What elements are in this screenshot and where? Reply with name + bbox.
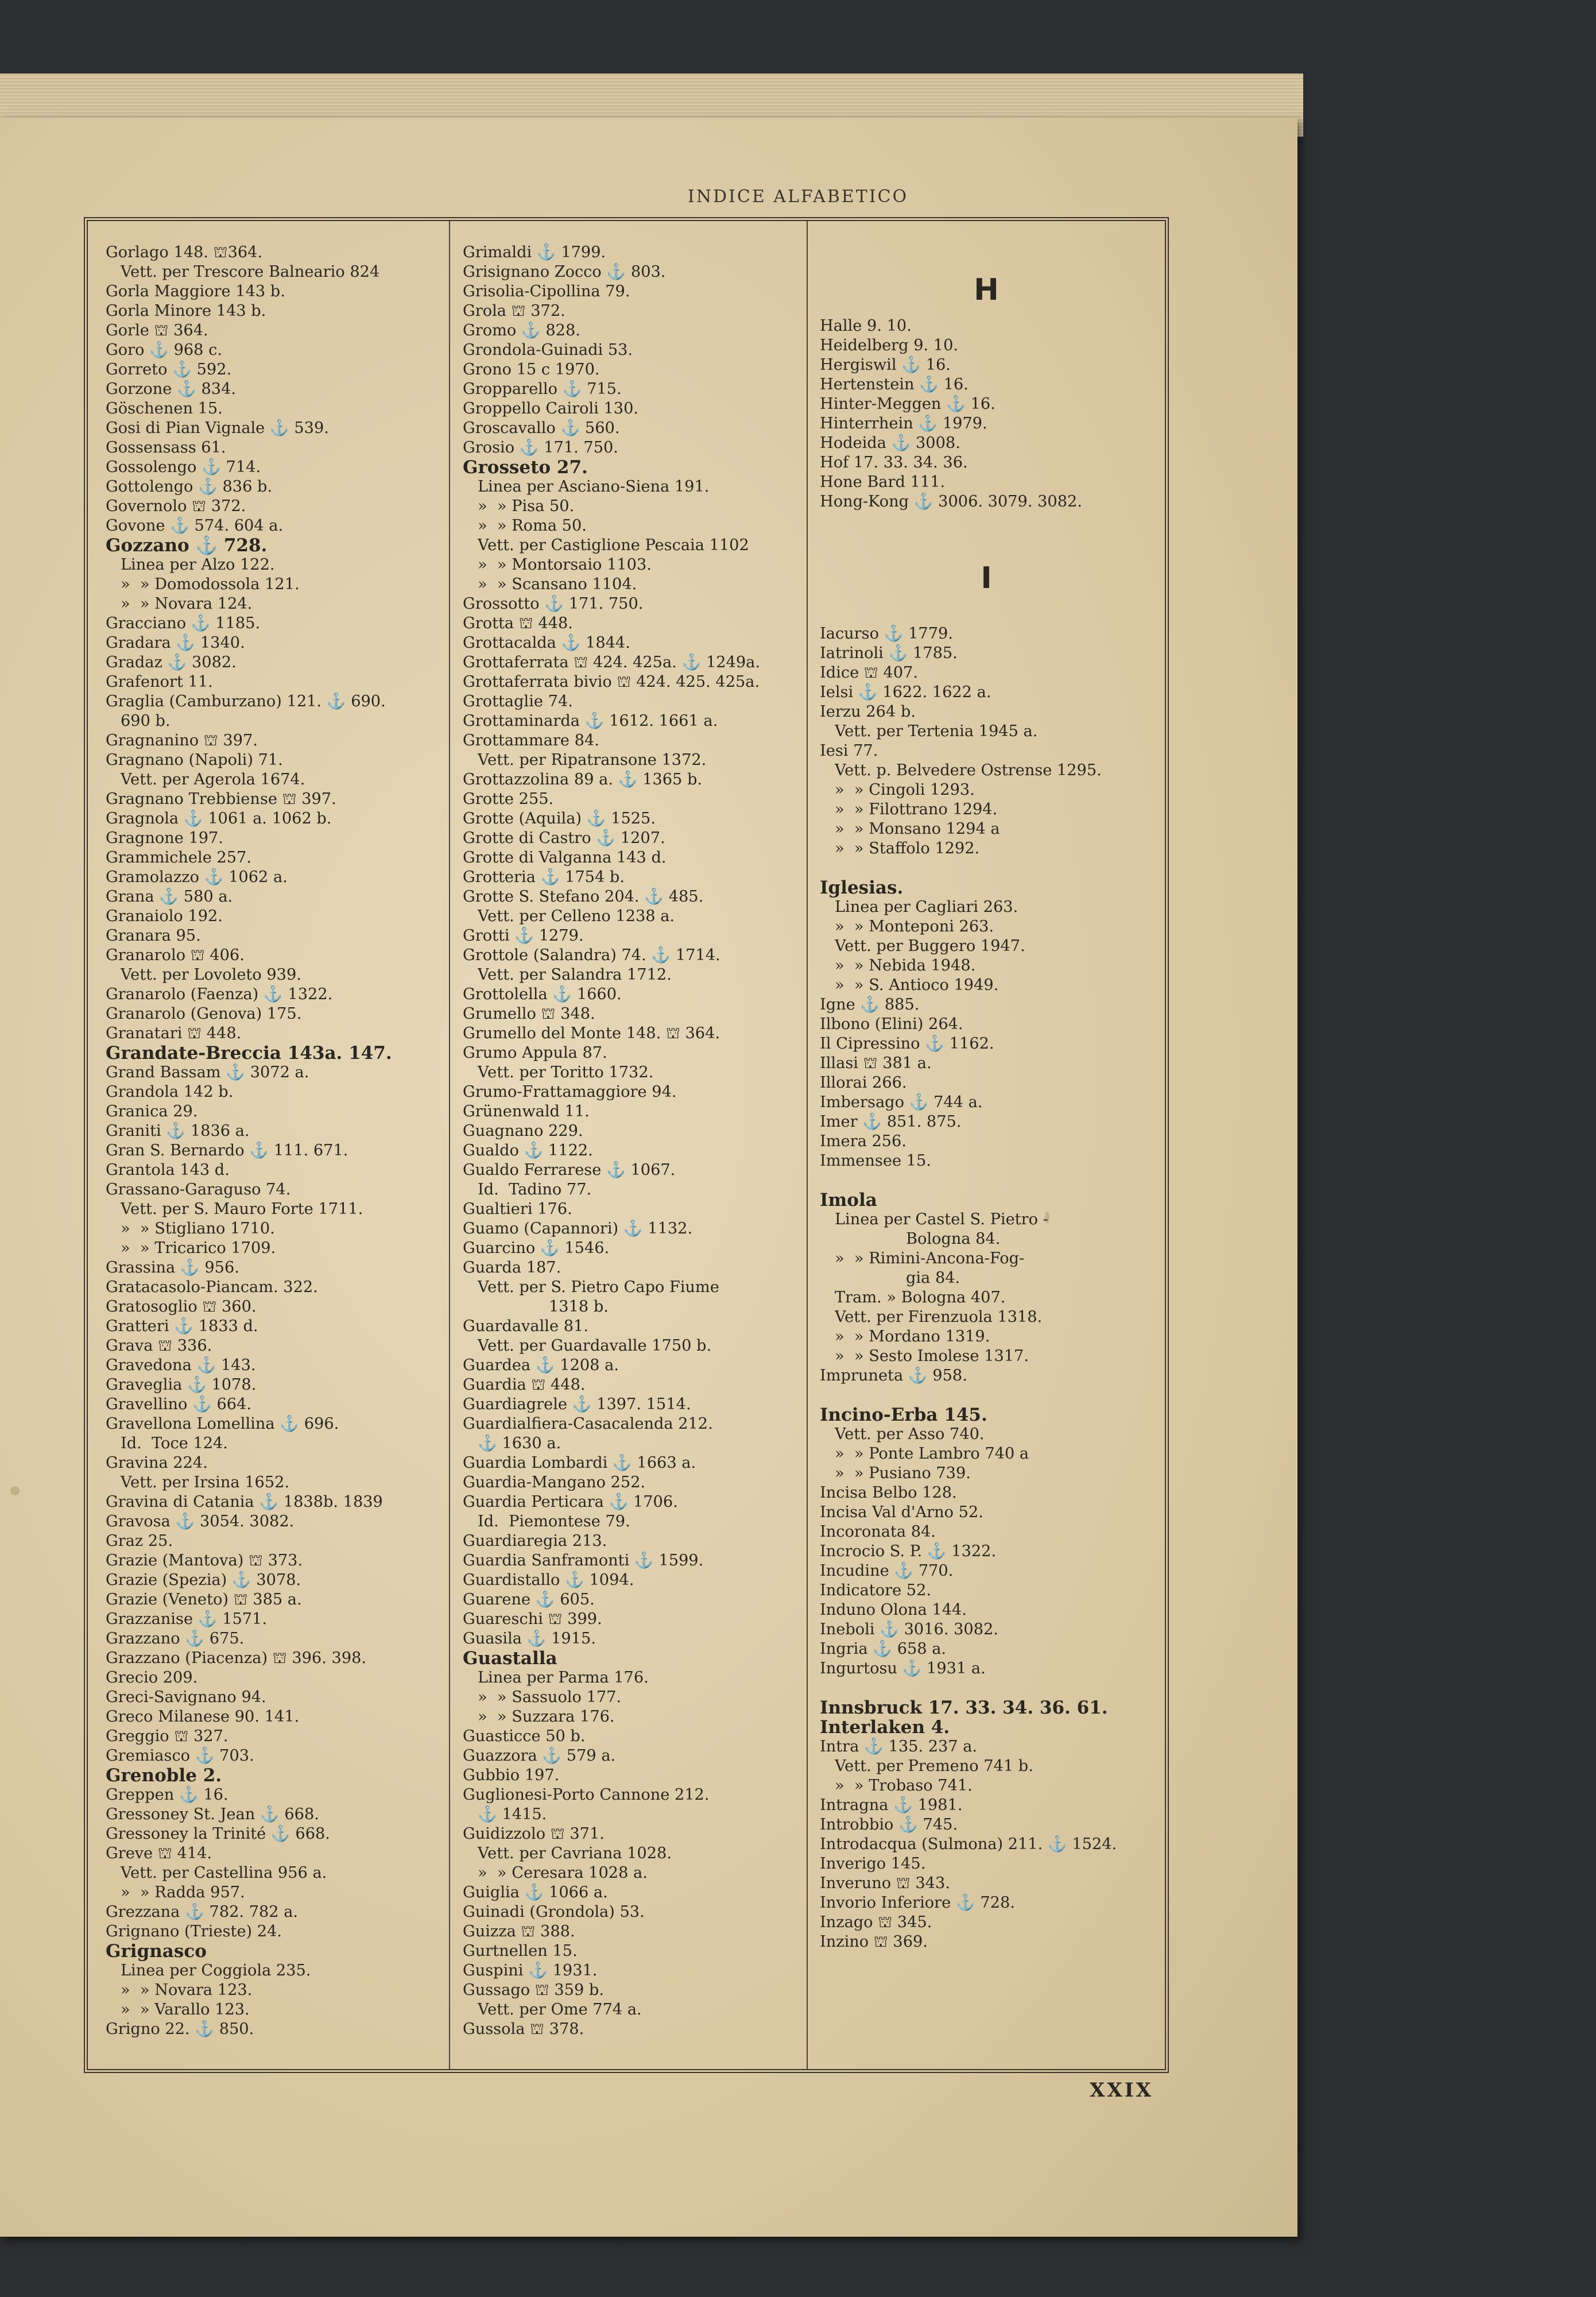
index-entry: Immensee 15. <box>820 1152 931 1170</box>
index-entry: Groscavallo ⚓ 560. <box>463 419 620 437</box>
index-entry: Grosio ⚓ 171. 750. <box>463 439 618 457</box>
index-heading: Grosseto 27. <box>463 457 588 478</box>
index-entry: Incrocio S. P. ⚓ 1322. <box>820 1542 997 1560</box>
index-entry: » » Ponte Lambro 740 a <box>835 1445 1029 1463</box>
index-heading: Guastalla <box>463 1648 557 1669</box>
index-entry: Gromo ⚓ 828. <box>463 322 580 339</box>
index-entry: Govone ⚓ 574. 604 a. <box>106 517 284 535</box>
column-divider <box>807 221 808 2069</box>
index-entry: Vett. per Asso 740. <box>835 1425 985 1443</box>
index-entry: Göschenen 15. <box>106 400 223 417</box>
index-entry: Vett. per Castellina 956 a. <box>121 1864 327 1882</box>
index-entry: Granara 95. <box>106 927 201 945</box>
index-entry: Ineboli ⚓ 3016. 3082. <box>820 1621 998 1638</box>
index-entry: » » Rimini-Ancona-Fog- <box>835 1250 1025 1267</box>
index-entry: Granarolo (Genova) 175. <box>106 1005 302 1023</box>
index-entry: Guarene ⚓ 605. <box>463 1591 595 1608</box>
index-entry: Guinadi (Grondola) 53. <box>463 1903 645 1921</box>
index-entry: Grazie (Spezia) ⚓ 3078. <box>106 1571 301 1589</box>
index-entry: Grammichele 257. <box>106 849 251 867</box>
index-entry: Iesi 77. <box>820 742 878 760</box>
index-entry: Hodeida ⚓ 3008. <box>820 434 960 452</box>
index-entry: » » Sassuolo 177. <box>478 1688 622 1706</box>
index-entry: Id. Piemontese 79. <box>478 1513 630 1530</box>
index-entry: Gorlago 148. ⛫364. <box>106 243 263 261</box>
index-entry: Heidelberg 9. 10. <box>820 337 959 354</box>
index-entry: Gorreto ⚓ 592. <box>106 361 232 378</box>
index-entry <box>820 531 1153 551</box>
index-entry: Guasticce 50 b. <box>463 1727 586 1745</box>
index-entry: Guardia Perticara ⚓ 1706. <box>463 1493 678 1511</box>
index-entry: Imera 256. <box>820 1132 907 1150</box>
index-entry: Gubbio 197. <box>463 1766 560 1784</box>
index-heading: Imola <box>820 1190 877 1211</box>
index-entry: Groppello Cairoli 130. <box>463 400 639 417</box>
paper-stain <box>1045 1212 1049 1223</box>
index-entry: Guizza ⛫ 388. <box>463 1923 575 1940</box>
index-entry: Guardistallo ⚓ 1094. <box>463 1571 634 1589</box>
index-column-3 <box>820 243 1153 2058</box>
index-entry: Gossolengo ⚓ 714. <box>106 458 261 476</box>
index-entry: Gragnola ⚓ 1061 a. 1062 b. <box>106 810 332 827</box>
section-letter: I <box>981 561 992 595</box>
index-entry: Gratosoglio ⛫ 360. <box>106 1298 257 1316</box>
index-entry: Gradaz ⚓ 3082. <box>106 653 237 671</box>
index-entry: Grazie (Mantova) ⛫ 373. <box>106 1552 303 1569</box>
index-entry: Grottaminarda ⚓ 1612. 1661 a. <box>463 712 718 730</box>
index-entry: Tram. » Bologna 407. <box>835 1289 1006 1306</box>
index-entry: Gratacasolo-Piancam. 322. <box>106 1278 318 1296</box>
index-entry: Greci-Savignano 94. <box>106 1688 266 1706</box>
index-entry: Grisolia-Cipollina 79. <box>463 283 630 300</box>
index-entry: Incisa Val d'Arno 52. <box>820 1503 983 1521</box>
index-entry: Induno Olona 144. <box>820 1601 967 1619</box>
index-entry: Grottazzolina 89 a. ⚓ 1365 b. <box>463 771 703 788</box>
index-entry: Guamo (Capannori) ⚓ 1132. <box>463 1220 693 1238</box>
index-entry: Grottacalda ⚓ 1844. <box>463 634 630 652</box>
index-entry: Governolo ⛫ 372. <box>106 497 246 515</box>
index-entry: Guareschi ⛫ 399. <box>463 1610 602 1628</box>
index-entry: Gragnanino ⛫ 397. <box>106 732 258 749</box>
index-entry: Grana ⚓ 580 a. <box>106 888 233 906</box>
index-entry: Gorzone ⚓ 834. <box>106 380 237 398</box>
index-entry: Gragnano Trebbiense ⛫ 397. <box>106 790 336 808</box>
index-entry: Iatrinoli ⚓ 1785. <box>820 644 958 662</box>
index-entry: Gratteri ⚓ 1833 d. <box>106 1317 258 1335</box>
index-entry <box>820 1679 1153 1698</box>
index-entry: Grottaglie 74. <box>463 693 573 710</box>
index-entry: Inzino ⛫ 369. <box>820 1933 928 1951</box>
index-entry: Grumello ⛫ 348. <box>463 1005 595 1023</box>
index-entry: gia 84. <box>906 1269 960 1287</box>
index-entry: Incudine ⚓ 770. <box>820 1562 954 1580</box>
index-entry: » » Montorsaio 1103. <box>478 556 652 574</box>
index-entry: ⚓ 1630 a. <box>478 1434 561 1452</box>
column-divider <box>449 221 450 2069</box>
index-entry: Grand Bassam ⚓ 3072 a. <box>106 1064 309 1081</box>
index-heading: Interlaken 4. <box>820 1717 950 1738</box>
index-entry: Guardia ⛫ 448. <box>463 1376 586 1394</box>
index-entry: Goro ⚓ 968 c. <box>106 341 222 359</box>
index-entry: Guardavalle 81. <box>463 1317 588 1335</box>
index-entry: Guardia-Mangano 252. <box>463 1474 646 1491</box>
index-entry: Linea per Castel S. Pietro - <box>835 1211 1048 1228</box>
index-entry: Grotte di Castro ⚓ 1207. <box>463 829 665 847</box>
index-entry: Gualdo ⚓ 1122. <box>463 1142 593 1159</box>
index-entry: Hong-Kong ⚓ 3006. 3079. 3082. <box>820 493 1082 511</box>
index-entry: Hertenstein ⚓ 16. <box>820 376 969 393</box>
index-entry: » » Suzzara 176. <box>478 1708 615 1726</box>
index-entry <box>820 243 1153 262</box>
index-entry: Bologna 84. <box>906 1230 1001 1248</box>
index-entry: Grandola 142 b. <box>106 1083 234 1101</box>
index-entry: Gossensass 61. <box>106 439 226 457</box>
index-entry: Granarolo (Faenza) ⚓ 1322. <box>106 985 333 1003</box>
index-entry: Grottole (Salandra) 74. ⚓ 1714. <box>463 946 720 964</box>
index-entry: Hergiswil ⚓ 16. <box>820 356 951 374</box>
index-entry: Granica 29. <box>106 1103 198 1120</box>
index-entry: Grotta ⛫ 448. <box>463 614 573 632</box>
index-entry: Grazzanise ⚓ 1571. <box>106 1610 267 1628</box>
paper-stain <box>10 1486 20 1495</box>
index-entry: Grondola-Guinadi 53. <box>463 341 633 359</box>
index-entry <box>820 605 1153 624</box>
index-entry: Gracciano ⚓ 1185. <box>106 614 261 632</box>
index-entry: » » Radda 957. <box>121 1884 245 1901</box>
index-entry: Gravina 224. <box>106 1454 208 1472</box>
index-entry: Gualdo Ferrarese ⚓ 1067. <box>463 1161 676 1179</box>
index-entry: Indicatore 52. <box>820 1581 932 1599</box>
index-entry: Gorle ⛫ 364. <box>106 322 208 339</box>
index-entry: Graz 25. <box>106 1532 173 1550</box>
index-entry: Grezzana ⚓ 782. 782 a. <box>106 1903 299 1921</box>
index-entry: » » Monteponi 263. <box>835 918 994 935</box>
index-entry: Grotte (Aquila) ⚓ 1525. <box>463 810 656 827</box>
index-entry: Gussola ⛫ 378. <box>463 2020 584 2038</box>
index-entry: Greggio ⛫ 327. <box>106 1727 228 1745</box>
index-entry: Vett. per Irsina 1652. <box>121 1474 290 1491</box>
index-entry: Gottolengo ⚓ 836 b. <box>106 478 273 496</box>
index-column-2 <box>463 243 796 2058</box>
index-entry: Grotteria ⚓ 1754 b. <box>463 868 625 886</box>
index-entry: » » Monsano 1294 a <box>835 820 1000 838</box>
index-entry: Grottolella ⚓ 1660. <box>463 985 622 1003</box>
index-entry: Inverigo 145. <box>820 1855 926 1873</box>
index-entry: Grecio 209. <box>106 1669 198 1687</box>
index-entry: Gorla Minore 143 b. <box>106 302 266 320</box>
index-entry: » » Varallo 123. <box>121 2001 250 2018</box>
index-column-1 <box>106 243 439 2058</box>
index-entry: Illasi ⛫ 381 a. <box>820 1054 932 1072</box>
index-entry: Introdacqua (Sulmona) 211. ⚓ 1524. <box>820 1835 1117 1853</box>
index-entry: Gravina di Catania ⚓ 1838b. 1839 <box>106 1493 383 1511</box>
index-entry: » » Staffolo 1292. <box>835 840 980 857</box>
index-entry: Grottammare 84. <box>463 732 599 749</box>
index-entry: Grignano (Trieste) 24. <box>106 1923 282 1940</box>
index-entry: Greve ⛫ 414. <box>106 1844 212 1862</box>
index-entry: Grottaferrata bivio ⛫ 424. 425. 425a. <box>463 673 760 691</box>
index-entry: Halle 9. 10. <box>820 317 912 335</box>
index-entry: Granatari ⛫ 448. <box>106 1024 242 1042</box>
index-entry: Gramolazzo ⚓ 1062 a. <box>106 868 288 886</box>
index-entry: Vett. per Salandra 1712. <box>478 966 672 984</box>
index-entry: Ierzu 264 b. <box>820 703 916 721</box>
index-entry: Vett. per Ome 774 a. <box>478 2001 642 2018</box>
index-entry: Graniti ⚓ 1836 a. <box>106 1122 250 1140</box>
index-entry: Guidizzolo ⛫ 371. <box>463 1825 605 1843</box>
index-entry: Grumo Appula 87. <box>463 1044 607 1062</box>
index-entry: Grotte S. Stefano 204. ⚓ 485. <box>463 888 704 906</box>
index-entry: Gran S. Bernardo ⚓ 111. 671. <box>106 1142 348 1159</box>
index-entry: Guarda 187. <box>463 1259 561 1277</box>
index-entry: Guardia Sanframonti ⚓ 1599. <box>463 1552 704 1569</box>
index-entry: » » Trobaso 741. <box>835 1777 973 1795</box>
index-entry: Vett. per Celleno 1238 a. <box>478 907 675 925</box>
index-entry: Inzago ⛫ 345. <box>820 1913 932 1931</box>
index-entry: Vett. per Toritto 1732. <box>478 1064 654 1081</box>
index-entry: Gradara ⚓ 1340. <box>106 634 245 652</box>
index-entry: » » Domodossola 121. <box>121 575 300 593</box>
index-entry: Guazzora ⚓ 579 a. <box>463 1747 616 1765</box>
index-entry: Hinterrhein ⚓ 1979. <box>820 415 987 432</box>
index-entry: Linea per Parma 176. <box>478 1669 649 1687</box>
index-entry: Gorla Maggiore 143 b. <box>106 283 285 300</box>
index-entry: » » Ceresara 1028 a. <box>478 1864 648 1882</box>
index-entry: Hof 17. 33. 34. 36. <box>820 454 968 471</box>
index-entry: Linea per Cagliari 263. <box>835 898 1018 916</box>
index-entry: Grigno 22. ⚓ 850. <box>106 2020 254 2038</box>
index-entry: Gussago ⛫ 359 b. <box>463 1981 604 1999</box>
index-entry: Vett. per Buggero 1947. <box>835 937 1025 955</box>
index-entry: Gravosa ⚓ 3054. 3082. <box>106 1513 295 1530</box>
index-entry: » » Pusiano 739. <box>835 1464 971 1482</box>
index-entry: » » Sesto Imolese 1317. <box>835 1347 1029 1365</box>
index-entry: Vett. per Ripatransone 1372. <box>478 751 707 769</box>
index-entry: Idice ⛫ 407. <box>820 664 918 682</box>
index-entry: Grazzano (Piacenza) ⛫ 396. 398. <box>106 1649 367 1667</box>
index-entry: Grola ⛫ 372. <box>463 302 565 320</box>
index-entry: Vett. per Lovoleto 939. <box>121 966 301 984</box>
index-entry: Gurtnellen 15. <box>463 1942 578 1960</box>
index-entry: Grotte di Valganna 143 d. <box>463 849 667 867</box>
index-entry: Intragna ⚓ 1981. <box>820 1796 963 1814</box>
index-entry: Linea per Asciano-Siena 191. <box>478 478 710 496</box>
index-heading: Iglesias. <box>820 877 904 898</box>
index-entry: Incisa Belbo 128. <box>820 1484 957 1502</box>
index-entry: Grazzano ⚓ 675. <box>106 1630 245 1648</box>
index-entry: Grono 15 c 1970. <box>463 361 600 378</box>
index-entry: Vett. per Guardavalle 1750 b. <box>478 1337 712 1355</box>
index-entry: ⚓ 1415. <box>478 1805 547 1823</box>
index-entry: Grumo-Frattamaggiore 94. <box>463 1083 677 1101</box>
index-entry: Guarcino ⚓ 1546. <box>463 1239 610 1257</box>
index-entry: Gragnano (Napoli) 71. <box>106 751 283 769</box>
index-entry: Gremiasco ⚓ 703. <box>106 1747 254 1765</box>
index-entry: 1318 b. <box>549 1298 609 1316</box>
index-entry: Grottaferrata ⛫ 424. 425a. ⚓ 1249a. <box>463 653 760 671</box>
index-entry: Vett. per S. Pietro Capo Fiume <box>478 1278 719 1296</box>
index-entry: Guiglia ⚓ 1066 a. <box>463 1884 608 1901</box>
index-heading: Incino-Erba 145. <box>820 1405 987 1425</box>
index-entry: Guasila ⚓ 1915. <box>463 1630 596 1648</box>
index-entry: Vett. per Agerola 1674. <box>121 771 305 788</box>
index-heading: Grignasco <box>106 1941 207 1962</box>
index-entry: Intra ⚓ 135. 237 a. <box>820 1738 978 1755</box>
index-entry: Invorio Inferiore ⚓ 728. <box>820 1894 1015 1912</box>
index-entry: Guardea ⚓ 1208 a. <box>463 1356 619 1374</box>
index-entry: Gressoney St. Jean ⚓ 668. <box>106 1805 319 1823</box>
index-entry: Ingurtosu ⚓ 1931 a. <box>820 1660 986 1677</box>
index-entry <box>820 512 1153 531</box>
index-entry: Gravellino ⚓ 664. <box>106 1395 252 1413</box>
index-entry: Vett. per Castiglione Pescaia 1102 <box>478 536 749 554</box>
index-entry: » » Tricarico 1709. <box>121 1239 276 1257</box>
index-entry: Igne ⚓ 885. <box>820 996 920 1014</box>
index-entry: Gressoney la Trinité ⚓ 668. <box>106 1825 330 1843</box>
index-entry: Graveglia ⚓ 1078. <box>106 1376 257 1394</box>
index-entry: Imer ⚓ 851. 875. <box>820 1113 962 1131</box>
index-entry: Graglia (Camburzano) 121. ⚓ 690. <box>106 693 386 710</box>
index-entry <box>820 1386 1153 1405</box>
index-entry: » » S. Antioco 1949. <box>835 976 999 994</box>
index-entry: Grassano-Garaguso 74. <box>106 1181 291 1198</box>
index-entry: Grantola 143 d. <box>106 1161 230 1179</box>
index-entry: » » Mordano 1319. <box>835 1328 990 1345</box>
index-entry: Impruneta ⚓ 958. <box>820 1367 967 1385</box>
index-entry: Incoronata 84. <box>820 1523 936 1541</box>
page-number: XXIX <box>1090 2079 1154 2102</box>
page-header: INDICE ALFABETICO <box>687 187 909 207</box>
index-entry: Grimaldi ⚓ 1799. <box>463 243 606 261</box>
index-entry: Hone Bard 111. <box>820 473 946 491</box>
index-entry: Iacurso ⚓ 1779. <box>820 625 953 643</box>
index-entry: Guardialfiera-Casacalenda 212. <box>463 1415 713 1433</box>
index-entry: Guspini ⚓ 1931. <box>463 1962 598 1979</box>
index-entry: Grumello del Monte 148. ⛫ 364. <box>463 1024 720 1042</box>
index-entry: » » Cingoli 1293. <box>835 781 975 799</box>
index-entry: Gosi di Pian Vignale ⚓ 539. <box>106 419 329 437</box>
index-entry: Greppen ⚓ 16. <box>106 1786 228 1804</box>
index-heading: Innsbruck 17. 33. 34. 36. 61. <box>820 1697 1108 1718</box>
index-entry: » » Nebida 1948. <box>835 957 976 975</box>
index-entry: » » Pisa 50. <box>478 497 575 515</box>
index-entry: Guagnano 229. <box>463 1122 583 1140</box>
index-entry: Grava ⛫ 336. <box>106 1337 212 1355</box>
index-entry: Guardiagrele ⚓ 1397. 1514. <box>463 1395 691 1413</box>
index-entry: Guardia Lombardi ⚓ 1663 a. <box>463 1454 696 1472</box>
index-entry: Linea per Alzo 122. <box>121 556 275 574</box>
index-entry: Gualtieri 176. <box>463 1200 572 1218</box>
index-entry: Ilbono (Elini) 264. <box>820 1015 963 1033</box>
index-entry: Grotte 255. <box>463 790 554 808</box>
index-entry: Guglionesi-Porto Cannone 212. <box>463 1786 710 1804</box>
index-entry: Grünenwald 11. <box>463 1103 590 1120</box>
index-entry: Grossotto ⚓ 171. 750. <box>463 595 644 613</box>
index-entry: Vett. per Trescore Balneario 824 <box>121 263 380 281</box>
index-heading: Grandate-Breccia 143a. 147. <box>106 1043 392 1064</box>
index-entry: Il Cipressino ⚓ 1162. <box>820 1035 994 1053</box>
index-entry: Grotti ⚓ 1279. <box>463 927 584 945</box>
index-entry: Grafenort 11. <box>106 673 213 691</box>
index-entry: Grisignano Zocco ⚓ 803. <box>463 263 666 281</box>
index-heading: Grenoble 2. <box>106 1765 222 1786</box>
index-entry: » » Stigliano 1710. <box>121 1220 275 1238</box>
index-entry: Guardiaregia 213. <box>463 1532 607 1550</box>
index-entry: 690 b. <box>121 712 171 730</box>
index-entry: Grassina ⚓ 956. <box>106 1259 239 1277</box>
index-entry: Gragnone 197. <box>106 829 223 847</box>
index-entry: Ielsi ⚓ 1622. 1622 a. <box>820 683 991 701</box>
index-entry: » » Scansano 1104. <box>478 575 637 593</box>
index-entry: Id. Toce 124. <box>121 1434 228 1452</box>
index-entry: Hinter-Meggen ⚓ 16. <box>820 395 995 413</box>
index-entry: » » Novara 123. <box>121 1981 253 1999</box>
index-entry: Granarolo ⛫ 406. <box>106 946 245 964</box>
section-letter: H <box>974 273 999 307</box>
index-entry: Vett. per Tertenia 1945 a. <box>835 722 1038 740</box>
index-entry: » » Filottrano 1294. <box>835 801 998 818</box>
index-entry: Vett. per Cavriana 1028. <box>478 1844 672 1862</box>
index-entry <box>820 859 1153 878</box>
index-entry: Gropparello ⚓ 715. <box>463 380 622 398</box>
index-entry: Greco Milanese 90. 141. <box>106 1708 300 1726</box>
index-entry: Vett. per Premeno 741 b. <box>835 1757 1033 1775</box>
index-entry: Vett. p. Belvedere Ostrense 1295. <box>835 761 1102 779</box>
index-entry <box>820 1171 1153 1190</box>
index-entry: » » Novara 124. <box>121 595 253 613</box>
index-entry: Vett. per Firenzuola 1318. <box>835 1308 1043 1326</box>
index-heading: Gozzano ⚓ 728. <box>106 535 268 556</box>
index-entry: » » Roma 50. <box>478 517 587 535</box>
index-entry: Granaiolo 192. <box>106 907 223 925</box>
index-entry: Introbbio ⚓ 745. <box>820 1816 958 1834</box>
index-entry: Vett. per S. Mauro Forte 1711. <box>121 1200 363 1218</box>
index-entry: Linea per Coggiola 235. <box>121 1962 311 1979</box>
index-entry: Gravedona ⚓ 143. <box>106 1356 256 1374</box>
index-entry: Illorai 266. <box>820 1074 907 1092</box>
index-entry: Id. Tadino 77. <box>478 1181 592 1198</box>
index-entry: Gravellona Lomellina ⚓ 696. <box>106 1415 339 1433</box>
index-entry: Inveruno ⛫ 343. <box>820 1874 950 1892</box>
index-entry: Imbersago ⚓ 744 a. <box>820 1093 983 1111</box>
index-entry: Ingria ⚓ 658 a. <box>820 1640 947 1658</box>
index-entry: Grazie (Veneto) ⛫ 385 a. <box>106 1591 302 1608</box>
